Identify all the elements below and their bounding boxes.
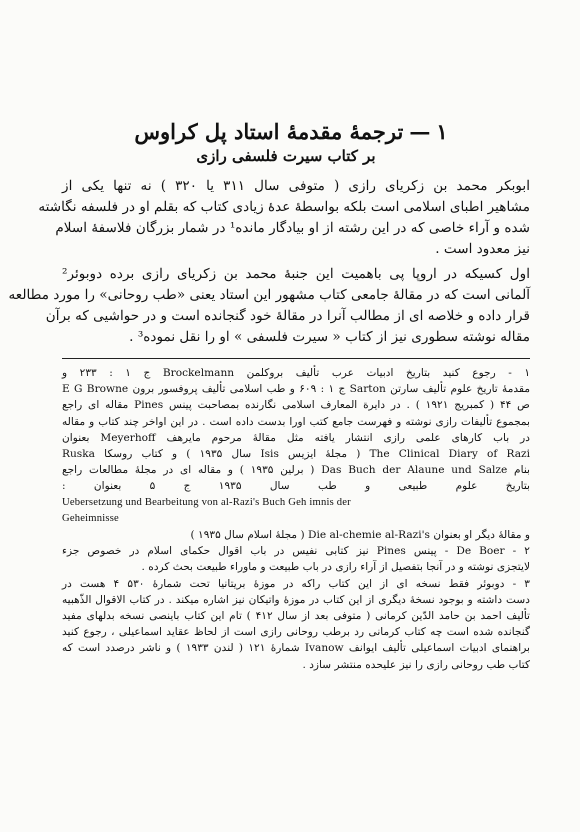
footnote-line: Geheimnisse <box>62 512 119 524</box>
paragraph-line: مقاله نوشته سطوری نیز از کتاب « سیرت فلسفی » او را نقل نموده³ . <box>129 329 530 345</box>
section-heading <box>62 118 520 146</box>
footnote-line: گنجانده شده است چه کتاب کرمانی رد برطب روحانی رازی است از لحاظ عقاید اسماعیلی ، رجوع کنید <box>62 626 530 639</box>
section-dash: — <box>409 119 431 144</box>
body-text <box>8 176 530 348</box>
paragraph <box>8 264 530 348</box>
footnote-line: بمجموع تألیفات رازی نوشته و فهرست جامع کتب اورا بدست داده است . در این اواخر چند کتاب و مقاله <box>62 415 530 428</box>
footnote-line: بنام Das Buch der Alaune und Salze ( برلین ۱۹۳۵ ) و مقاله ای در مجلهٔ مطالعات راجع <box>62 464 530 477</box>
footnote-line: ۳ - دوبوئر فقط نسخه ای از این کتاب راکه در موزهٔ بریتانیا تحت شمارهٔ ۵۳۰ ۴ هست در <box>62 577 530 590</box>
paragraph-line: شده و آراء خاصی که در این رشته از او بیادگار مانده¹ در شمار بزرگان فلاسفهٔ اسلام <box>55 220 530 236</box>
footnote-line: مقدمهٔ تاریخ علوم تألیف سارتن Sarton ج ۱ : ۶۰۹ و طب اسلامی تألیف پروفسور برون E G Browne <box>62 383 531 396</box>
footnote-line: براهنمای ادبیات اسماعیلی تألیف ایوانف Ivanow شمارهٔ ۱۲۱ ( لندن ۱۹۳۳ ) و ناشر درصدد است که <box>62 642 530 655</box>
page-content <box>8 118 531 673</box>
paragraph-line: نیز معدود است . <box>435 241 530 257</box>
footnote-line: تألیف احمد بن حامد الدّین کرمانی ( متوفی بعد از سال ۴۱۲ ) تام این کتاب باینصی نسخه بدلهای مفید <box>62 610 531 623</box>
footnotes-block <box>62 365 530 673</box>
footnote-line: The Clinical Diary of Razi ( مجلهٔ ایزیس Isis سال ۱۹۳۵ ) و کتاب روسکا Ruska <box>62 448 530 461</box>
paragraph-line: مشاهیر اطبای اسلامی است بلکه بواسطهٔ عدهٔ زیادی کتاب که بقلم او در فلسفه نگاشته <box>38 199 530 215</box>
footnote-line: ۱ - رجوع کنید بتاریخ ادبیات عرب تألیف بروکلمن Brockelmann ج ۱ : ۲۳۳ و <box>62 367 531 379</box>
paragraph-line: اول کسیکه در اروپا پی باهمیت این جنبهٔ محمد بن زکریای رازی برده دوبوئر² <box>62 266 530 282</box>
paragraph-line: ابوبکر محمد بن زکریای رازی ( متوفی سال ۳۱۱ یا ۳۲۰ ) نه تنها یکی از <box>62 178 530 194</box>
footnote-line: ۲ - De Boer - پینس Pines نیز کتابی نفیس در باب اقوال حکمای اسلام در خصوص جزء <box>62 545 530 558</box>
section-number: ۱ <box>436 119 448 144</box>
footnote-line: Uebersetzung und Bearbeitung von al-Razi's Buch Geh imnis der <box>62 496 351 508</box>
paragraph-line: آلمانی است که در مقالهٔ جامعی کتاب مشهور این استاد یعنی «طب روحانی» را مورد مطالعه <box>8 287 530 303</box>
footnote-line: و مقالهٔ دیگر او بعنوان Die al-chemie al-Razi's ( مجلهٔ اسلام سال ۱۹۳۵ ) <box>190 529 530 542</box>
footnote-line: دست داشته و بوجود نسخهٔ دیگری از این کتاب در موزهٔ واتیکان نیز اشاره میکند . در کتاب الاقوال الذّهبیه <box>62 593 530 606</box>
footnote-line: بتاریخ علوم طبیعی و طب سال ۱۹۳۵ ج ۵ بعنوان : <box>62 480 531 493</box>
paragraph-line: قرار داده و خلاصه ای از مطالب آنرا در مقالهٔ خود گنجانده است و در حواشیی که برآن <box>45 308 530 324</box>
section-title: ترجمهٔ مقدمهٔ استاد پل کراوس <box>134 119 404 144</box>
footnote-line: در باب کارهای علمی رازی انتشار یافته مثل مقالهٔ مرحوم مایرهف Meyerhoff بعنوان <box>62 431 530 444</box>
section-subtitle: بر کتاب سیرت فلسفی رازی <box>196 147 376 165</box>
footnote-line: لایتجزی نوشته و در آنجا بتفصیل از آراء رازی در باب طبیعت و ماوراء طبیعت بحث کرده . <box>141 561 530 574</box>
footnote-divider <box>62 358 530 359</box>
paragraph <box>38 176 530 260</box>
footnote-line: کتاب طب روحانی رازی را نیز علیحده منتشر سازد . <box>302 658 530 671</box>
footnote-line: ص ۴۴ ( کمبریج ۱۹۲۱ ) . در دایرة المعارف اسلامی نگارنده بمصاحبت پینس Pines مقاله ای راجع <box>62 399 530 412</box>
